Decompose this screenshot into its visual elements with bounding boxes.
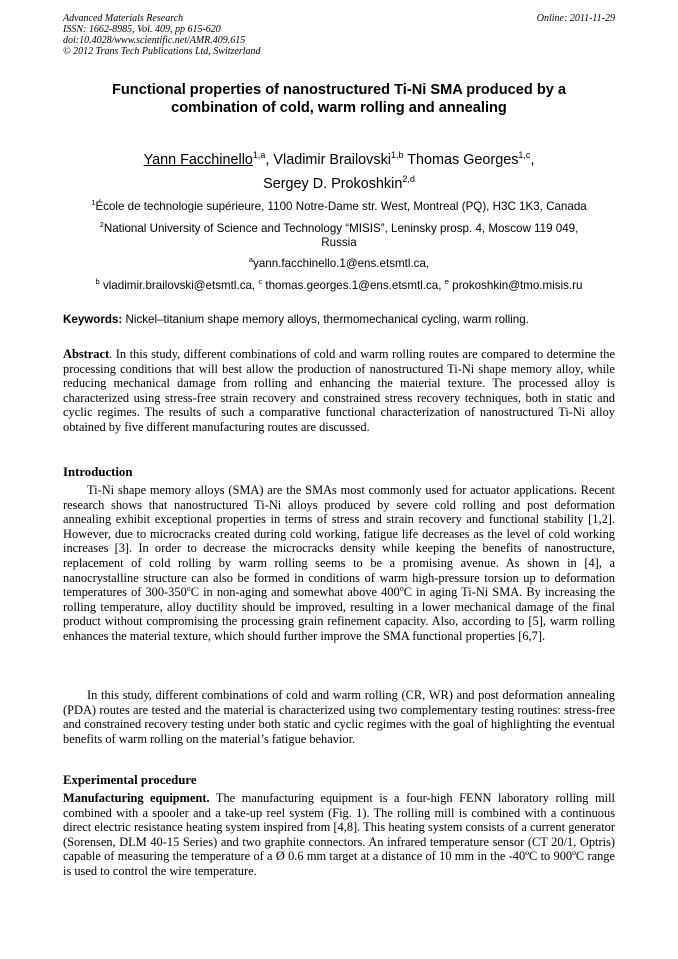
email-a-marker: a [248,255,254,265]
abstract-text: . In this study, different combinations of cold and warm rolling routes are compared to determine the processing conditions that will best allow the production of nanostructured Ti-Ni shape memory alloy, while reducing mechanical damage from rolling and enhancing the material texture. The processed alloy is characterized using stress-free strain recovery and constrained stress recovery techniques, both in static and cyclic regimes. The results of such a comparative functional characterization of nanostructured Ti-Ni alloy obtained by five different manufacturing routes are discussed. [63,347,615,434]
introduction-paragraph-2: In this study, different combinations of cold and warm rolling (CR, WR) and post deformation annealing (PDA) routes are tested and the material is characterized using two complementary testing routines: stress-free and constrained recovery testing under both static and cyclic regimes with the goal of highlighting the eventual benefits of warm rolling on the material’s fatigue behavior. [63,688,615,746]
author-facchinello-affil: 1,a [252,150,266,161]
doi-line: doi:10.4028/www.scientific.net/AMR.409.615 [63,35,246,46]
title-line-2: combination of cold, warm rolling and annealing [171,100,507,116]
email-c-text: thomas.georges.1@ens.etsmtl.ca, [265,279,442,292]
issn-line: ISSN: 1662-8985, Vol. 409, pp 615-620 [63,24,221,35]
journal-header [63,13,615,57]
author-prokoshkin: Sergey D. Prokoshkin [263,176,403,192]
email-a-text: yann.facchinello.1@ens.etsmtl.ca, [253,257,430,270]
email-e-marker: e [444,277,449,287]
introduction-paragraph-1 [63,483,615,644]
author-georges-affil: 1,c [518,150,531,161]
affiliation-2-line-1 [63,222,615,236]
author-facchinello: Yann Facchinello [143,152,253,168]
copyright-line: © 2012 Trans Tech Publications Ltd, Switzerland [63,46,261,57]
author-prokoshkin-affil: 2,d [402,174,415,185]
online-date: Online: 2011-11-29 [536,13,615,24]
email-b-text: vladimir.brailovski@etsmtl.ca, [102,279,256,292]
abstract-label: Abstract [63,347,110,361]
degree-mark-2: o [399,584,404,594]
email-b-marker: b [95,277,100,287]
author-brailovski-affil: 1,b [390,150,404,161]
affiliation-2-marker: 2 [99,220,104,230]
intro-p1-text-c: C in aging Ti-Ni SMA. By increasing the rolling temperature, alloy ductility should be improved, resulting in a lower mechanical damage of the final product without compromising the processing grain refinement capacity. Also, according to [5], warm rolling enhances the material texture, which should further improve the SMA functional properties [6,7]. [63,585,616,643]
degree-mark-1: o [186,584,191,594]
affiliation-1 [63,200,615,214]
affiliation-2-line-2: Russia [321,236,357,249]
abstract [63,347,615,435]
title-line-1: Functional properties of nanostructured Ti-Ni SMA produced by a [111,82,567,98]
email-c-marker: c [258,277,263,287]
introduction-heading: Introduction [63,465,133,479]
affiliation-1-text: École de technologie supérieure, 1100 Notre-Dame str. West, Montreal (PQ), H3C 1K3, Canada [95,200,587,213]
email-e-text: prokoshkin@tmo.misis.ru [452,279,583,292]
manufacturing-paragraph [63,791,615,879]
manufacturing-label: Manufacturing equipment. [63,791,210,805]
intro-p1-text-b: C in non-aging and somewhat above 400 [190,585,400,600]
affiliation-2 [63,222,615,250]
affiliation-1-marker: 1 [91,198,96,208]
affiliation-2-text: National University of Science and Technology “MISIS”, Leninsky prosp. 4, Moscow 119 049, [103,222,579,235]
experimental-heading: Experimental procedure [63,773,197,787]
intro-p1-text-a: Ti-Ni shape memory alloys (SMA) are the SMAs most commonly used for actuator applications. Recent research shows that nanostructured Ti-Ni alloys produced by severe cold rolling and post deformation annealing exhibit exceptional properties in terms of stress and strain recovery and functional stability [1,2]. However, due to microcracks created during cold working, fatigue life decreases as the level of cold working increases [3]. In order to decrease the microcracks density while keeping the benefits of nanostructure, replacement of cold rolling by warm rolling seems to be a promising avenue. As shown in [4], a nanocrystalline structure can also be formed in conditions of warm high-pressure torsion up to deformation temperatures of 300-350 [63,483,615,600]
paper-title [70,81,608,117]
email-line [63,279,615,293]
author-georges: Thomas Georges [407,152,519,168]
keywords [63,313,615,327]
journal-name: Advanced Materials Research [63,13,184,24]
manufacturing-text: The manufacturing equipment is a four-high FENN laboratory rolling mill combined with a spooler and a take-up reel system (Fig. 1). The rolling mill is combined with a continuous direct electric resistance heating system inspired from [4,8]. This heating system consists of a current generator (Sorensen, DLM 40-15 Series) and two graphite connectors. An infrared temperature sensor (CT 20/1, Optris) capable of measuring the temperature of a Ø 0.6 mm target at a distance of 10 mm in the -40ºC to 900ºC range is used to control the wire temperature. [63,791,615,878]
author-line-2 [63,172,615,196]
keywords-text: Nickel–titanium shape memory alloys, thermomechanical cycling, warm rolling. [125,313,529,326]
author-brailovski: Vladimir Brailovski [273,152,391,168]
author-list [63,148,615,196]
email-a [63,257,615,271]
keywords-label: Keywords: [63,313,123,326]
author-line-1: Yann Facchinello$^{1,a}$, Vladimir Brailovski$^{1,b}$ Thomas Georges$^{1,c}$, [143,150,535,168]
